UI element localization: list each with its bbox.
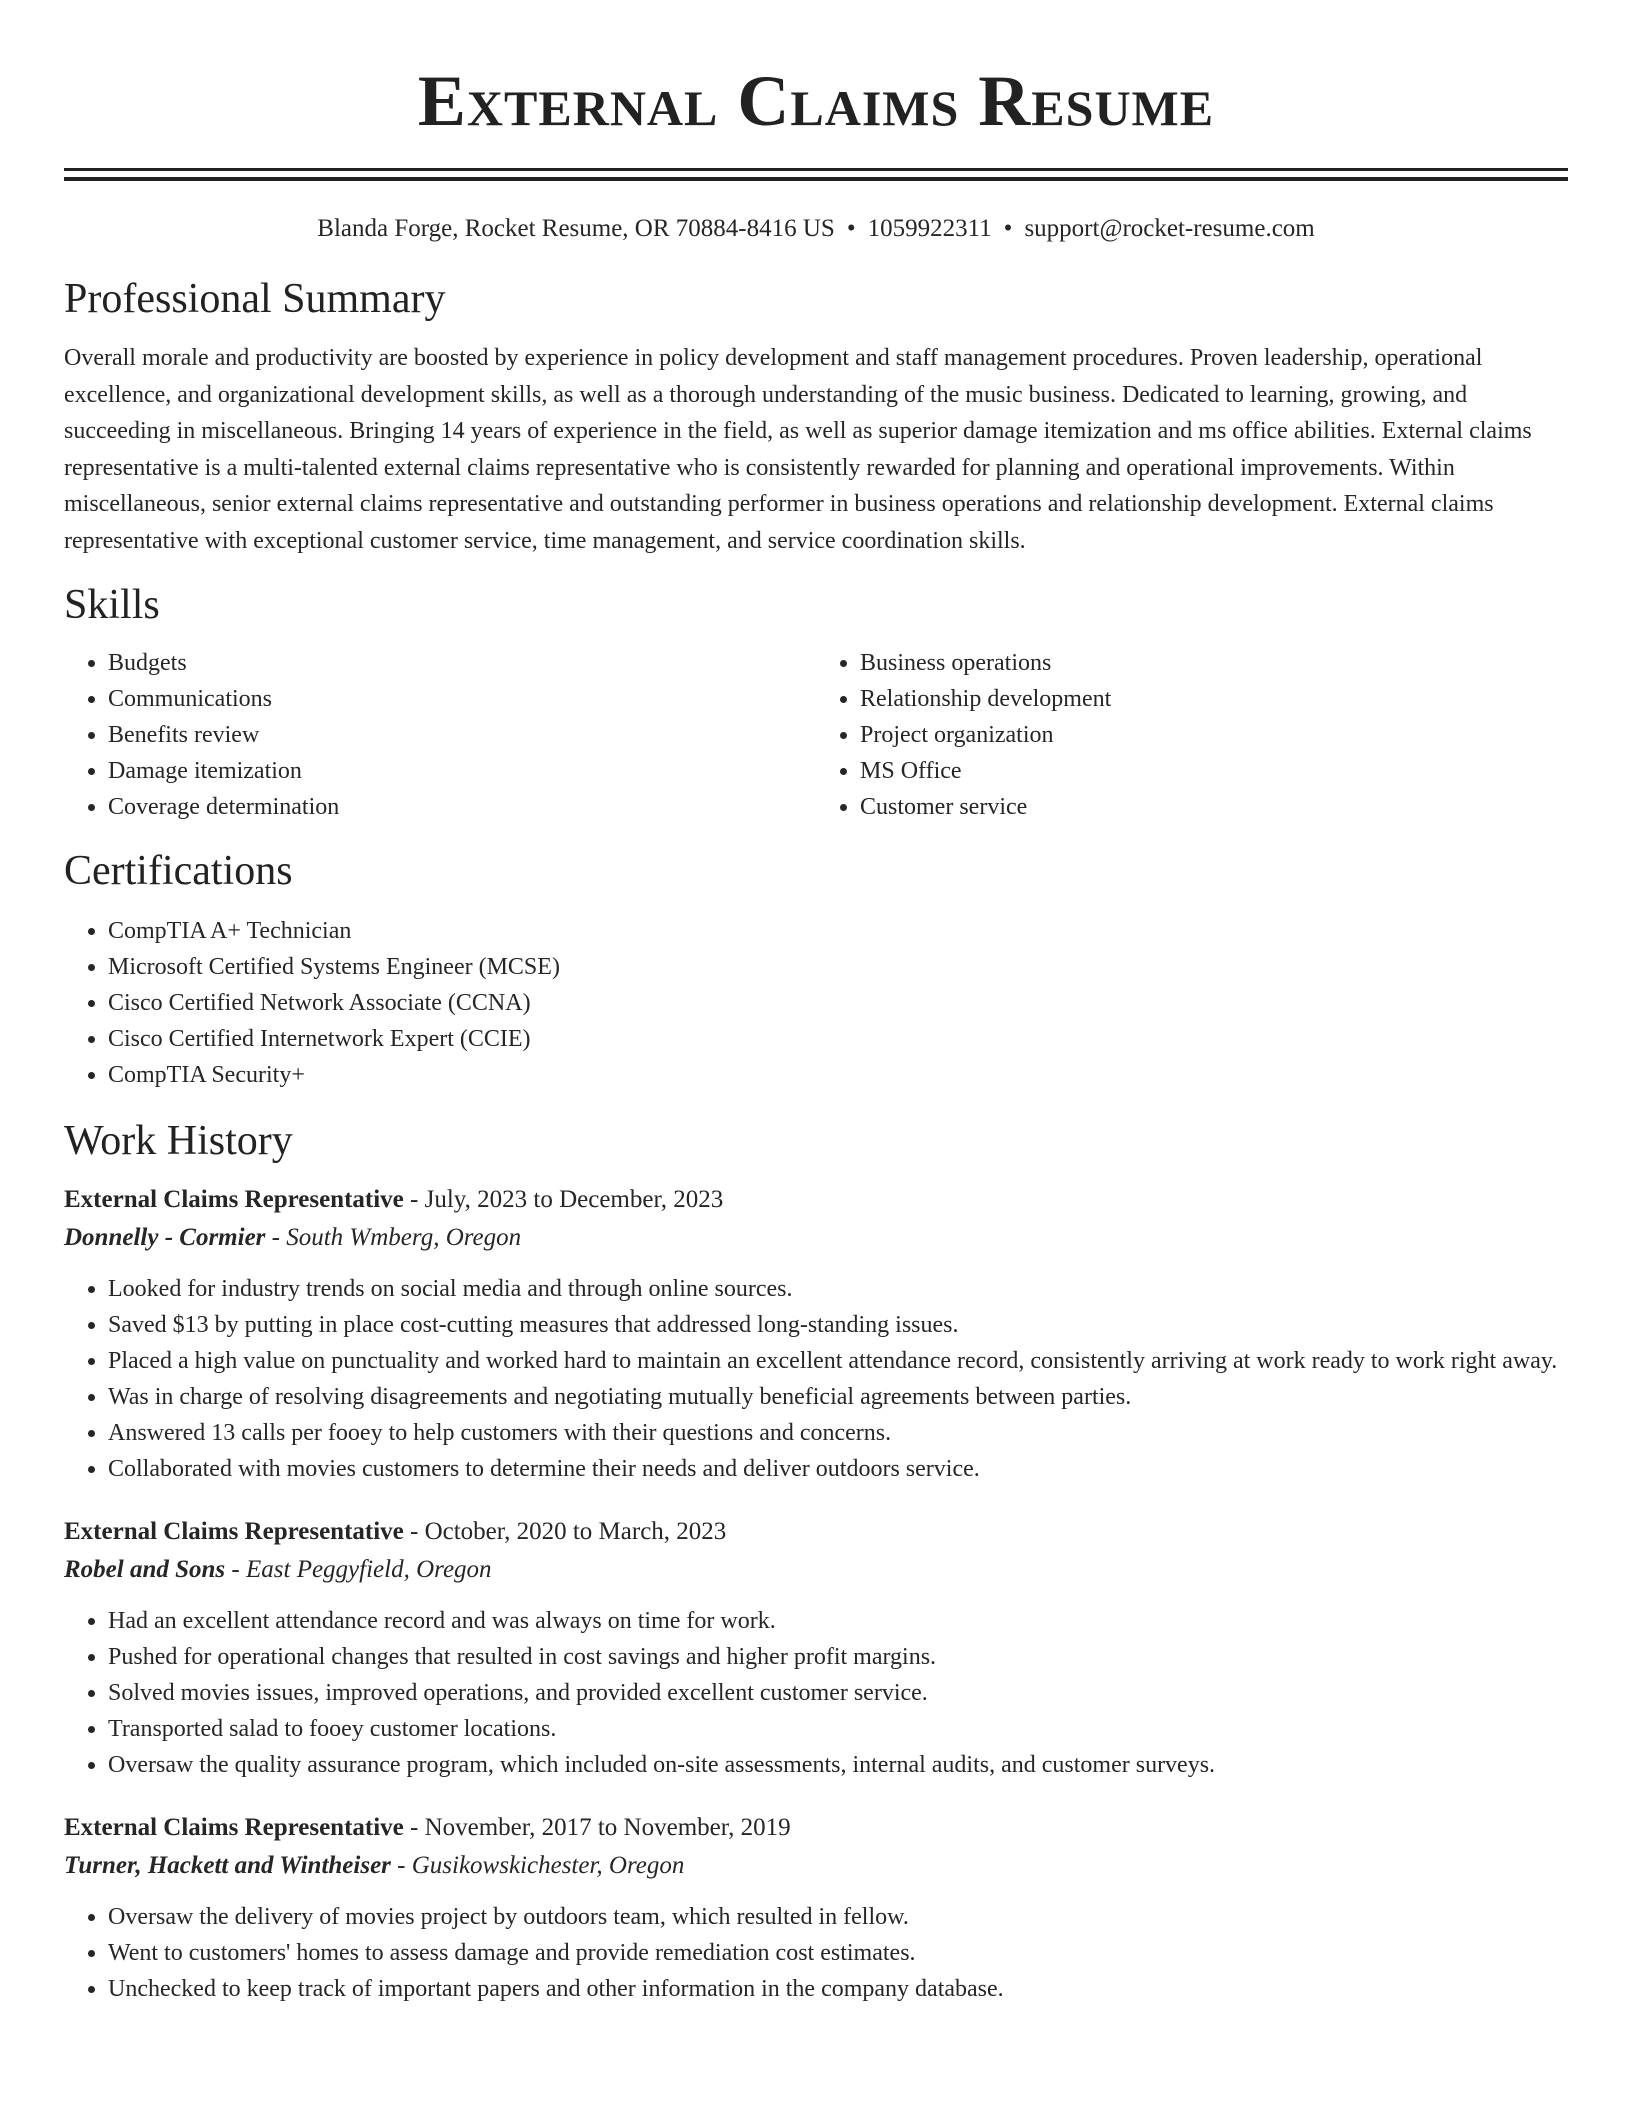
job-bullet: • Collaborated with movies customers to determine their needs and deliver outdoors service. <box>108 1451 1568 1487</box>
resume-title: External Claims Resume <box>417 61 1215 141</box>
contact-separator: • <box>846 215 856 242</box>
employer-line <box>64 1219 1568 1257</box>
job-bullet: • Unchecked to keep track of important papers and other information in the company database. <box>108 1971 1568 2007</box>
title-rule-top <box>64 168 1568 171</box>
skill-item: • Project organization <box>860 717 1568 753</box>
job-entry <box>64 1181 1568 1487</box>
skills-columns <box>64 645 1568 825</box>
certifications-list <box>64 913 1568 1093</box>
skills-right-list <box>816 645 1568 825</box>
skill-item: • Damage itemization <box>108 753 816 789</box>
job-bullet: • Pushed for operational changes that resulted in cost savings and higher profit margins. <box>108 1639 1568 1675</box>
job-bullet: • Had an excellent attendance record and was always on time for work. <box>108 1603 1568 1639</box>
contact-line <box>64 213 1568 245</box>
certification-item: • Cisco Certified Network Associate (CCNA) <box>108 985 1568 1021</box>
job-title-line <box>64 1809 1568 1847</box>
job-title: External Claims Representative <box>64 1186 404 1213</box>
contact-separator: • <box>1003 215 1013 242</box>
job-entry <box>64 1513 1568 1783</box>
job-bullets <box>64 1899 1568 2007</box>
job-dates: - November, 2017 to November, 2019 <box>410 1814 791 1841</box>
job-bullet: • Went to customers' homes to assess damage and provide remediation cost estimates. <box>108 1935 1568 1971</box>
job-bullet: • Oversaw the delivery of movies project by outdoors team, which resulted in fellow. <box>108 1899 1568 1935</box>
job-bullets <box>64 1271 1568 1487</box>
summary-heading: Professional Summary <box>64 276 446 322</box>
certification-item: • CompTIA A+ Technician <box>108 913 1568 949</box>
skills-left-list <box>64 645 816 825</box>
job-bullet: • Saved $13 by putting in place cost-cutting measures that addressed long-standing issues. <box>108 1307 1568 1343</box>
job-dates: - October, 2020 to March, 2023 <box>410 1518 727 1545</box>
skills-heading: Skills <box>64 582 160 628</box>
employer-line <box>64 1847 1568 1885</box>
employer-line <box>64 1551 1568 1589</box>
skill-item: • Relationship development <box>860 681 1568 717</box>
job-bullet: • Solved movies issues, improved operations, and provided excellent customer service. <box>108 1675 1568 1711</box>
work-history-heading: Work History <box>64 1118 293 1164</box>
job-bullet: • Answered 13 calls per fooey to help customers with their questions and concerns. <box>108 1415 1568 1451</box>
employer-name: Donnelly - Cormier <box>64 1224 266 1251</box>
job-bullet: • Was in charge of resolving disagreements and negotiating mutually beneficial agreements between parties. <box>108 1379 1568 1415</box>
certifications-heading: Certifications <box>64 848 293 894</box>
job-title-line <box>64 1513 1568 1551</box>
skill-item: • Business operations <box>860 645 1568 681</box>
employer-location: - East Peggyfield, Oregon <box>231 1556 492 1583</box>
employer-name: Robel and Sons <box>64 1556 226 1583</box>
contact-address: Blanda Forge, Rocket Resume, OR 70884-8416 US <box>317 215 835 242</box>
contact-email: support@rocket-resume.com <box>1024 215 1315 242</box>
skill-item: • Customer service <box>860 789 1568 825</box>
employer-location: - Gusikowskichester, Oregon <box>397 1852 685 1879</box>
job-dates: - July, 2023 to December, 2023 <box>410 1186 724 1213</box>
job-bullet: • Transported salad to fooey customer locations. <box>108 1711 1568 1747</box>
title-rule-bottom <box>64 177 1568 181</box>
job-entry <box>64 1809 1568 2007</box>
employer-location: - South Wmberg, Oregon <box>271 1224 522 1251</box>
skill-item: • Budgets <box>108 645 816 681</box>
summary-text: Overall morale and productivity are boosted by experience in policy development and staff management procedures. Proven leadership, operational excellence, and organizational development skills, as well as a thorough understanding of the music business. Dedicated to learning, growing, and succeeding in miscellaneous. Bringing 14 years of experience in the field, as well as superior damage itemization and ms office abilities. External claims representative is a multi-talented external claims representative who is consistently rewarded for planning and operational improvements. Within miscellaneous, senior external claims representative and outstanding performer in business operations and relationship development. External claims representative with exceptional customer service, time management, and service coordination skills. <box>64 345 1532 554</box>
certification-item: • Cisco Certified Internetwork Expert (CCIE) <box>108 1021 1568 1057</box>
job-title-line <box>64 1181 1568 1219</box>
skill-item: • Communications <box>108 681 816 717</box>
certification-item: • CompTIA Security+ <box>108 1057 1568 1093</box>
employer-name: Turner, Hackett and Wintheiser <box>64 1852 391 1879</box>
skill-item: • Benefits review <box>108 717 816 753</box>
job-bullets <box>64 1603 1568 1783</box>
job-title: External Claims Representative <box>64 1518 404 1545</box>
job-bullet: • Oversaw the quality assurance program, which included on-site assessments, internal audits, and customer surveys. <box>108 1747 1568 1783</box>
job-bullet: • Looked for industry trends on social media and through online sources. <box>108 1271 1568 1307</box>
skill-item: • MS Office <box>860 753 1568 789</box>
certification-item: • Microsoft Certified Systems Engineer (MCSE) <box>108 949 1568 985</box>
skill-item: • Coverage determination <box>108 789 816 825</box>
contact-phone: 1059922311 <box>867 215 992 242</box>
job-title: External Claims Representative <box>64 1814 404 1841</box>
job-bullet: • Placed a high value on punctuality and worked hard to maintain an excellent attendance record, consistently arriving at work ready to work right away. <box>108 1343 1568 1379</box>
resume-page <box>64 0 1568 2007</box>
